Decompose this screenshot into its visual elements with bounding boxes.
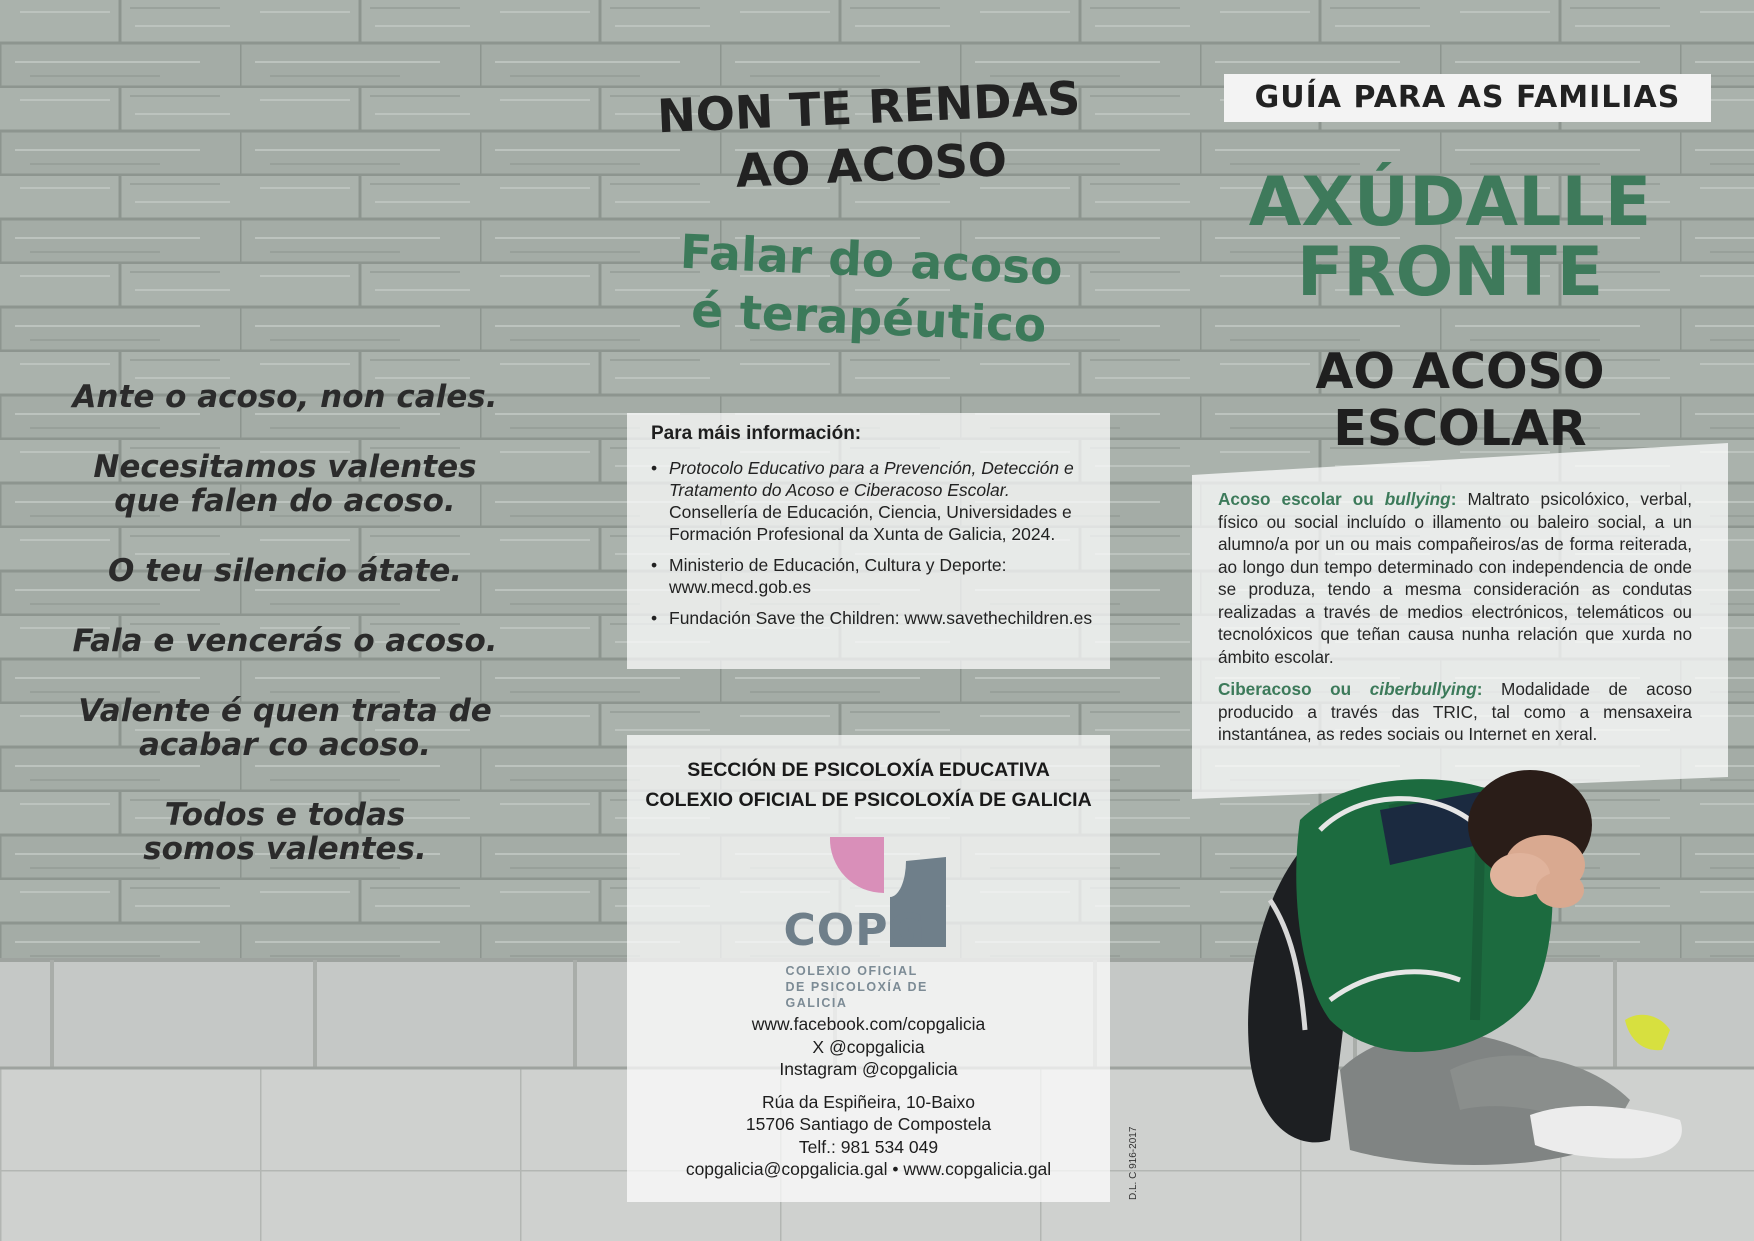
slogans-list [60,380,510,902]
definition-cyberbullying: Ciberacoso ou ciberbullying: Modalidade de acoso producido a través das TRIC, tal como a mensaxeira instantánea, as redes sociais ou Internet en xeral. [1218,679,1692,744]
reference-text: Fundación Save the Children: www.savethechildren.es [669,608,1093,628]
copg-logo-text: COPG [783,905,926,956]
address-line: Rúa da Espiñeira, 10-Baixo [761,1091,976,1112]
copg-logo [783,833,954,1010]
instagram-handle[interactable]: Instagram @copgalicia [779,1059,958,1079]
more-info-box [627,413,1110,669]
email-web-links[interactable]: copgalicia@copgalicia.gal • www.copgalicia.gal [685,1159,1052,1179]
phone: Telf.: 981 534 049 [798,1136,939,1157]
main-title-line: AXÚDALLE [1248,163,1652,242]
slogan: Ante o acoso, non cales. [72,379,498,415]
section-heading [627,755,1110,815]
main-title-subline: AO ACOSO ESCOLAR [1315,343,1605,457]
definition-bullying: Acoso escolar ou bullying: Maltrato psicolóxico, verbal, físico ou social incluído o illamento ou baleiro social, a un alumno/a por un ou mais compañeiros/as de forma reiterada, ao longo dun tempo determinado con independencia de onde se produza, tendo a mesma consideración as condutas realizadas a través de medios electrónicos, telemáticos ou tecnolóxicos que teñan causa nunha relación que xurda no ámbito escolar. [1218,489,1692,667]
headline-line: AO ACOSO [734,132,1009,198]
reference-text: Consellería de Educación, Ciencia, Universidades e Formación Profesional da Xunta de Galicia, 2024. [669,502,1072,544]
main-title-line: FRONTE [1296,233,1604,312]
bullet-icon: • [651,608,658,628]
contact-box [627,735,1110,1202]
x-handle[interactable]: X @copgalicia [812,1036,925,1057]
list-item [651,457,1100,545]
list-item [651,554,1100,598]
subheadline-line: é terapéutico [690,283,1048,354]
more-info-title: Para máis información: [651,423,862,444]
slogan: O teu silencio átate. [107,553,463,589]
subheadline [638,222,1103,358]
slogan: Necesitamos valentes que falen do acoso. [93,449,477,519]
headline-line: NON TE RENDAS [656,70,1082,144]
reference-text: Ministerio de Educación, Cultura y Deporte: www.mecd.gob.es [669,555,1007,597]
reference-title: Protocolo Educativo para a Prevención, Detección e Tratamento do Acoso e Ciberacoso Escolar. [669,458,1074,500]
address-line: 15706 Santiago de Compostela [745,1114,992,1134]
section-line: COLEXIO OFICIAL DE PSICOLOXÍA DE GALICIA [645,789,1092,811]
list-item [651,607,1100,629]
bullet-icon: • [651,458,658,478]
bullet-icon: • [651,555,658,575]
sad-boy-illustration [1230,770,1690,1190]
copg-logo-subtitle: COLEXIO OFICIAL DE PSICOLOXÍA DE GALICIA [785,964,928,1010]
section-line: SECCIÓN DE PSICOLOXÍA EDUCATIVA [687,759,1050,781]
slogan: Valente é quen trata de acabar co acoso. [78,693,492,763]
definitions-text [1218,488,1692,756]
slogan: Todos e todas somos valentes. [143,797,427,867]
facebook-link[interactable]: www.facebook.com/copgalicia [751,1014,986,1034]
legal-deposit: D.L. C 916-2017 [1128,1126,1139,1200]
more-info-list [651,457,1100,629]
headline [638,68,1103,204]
contact-details [627,1013,1110,1181]
definitions-box [1192,443,1728,799]
guide-tag: GUÍA PARA AS FAMILIAS [1224,74,1711,122]
slogan: Fala e vencerás o acoso. [72,623,498,659]
subheadline-line: Falar do acoso [678,224,1064,297]
main-title [1190,163,1710,312]
